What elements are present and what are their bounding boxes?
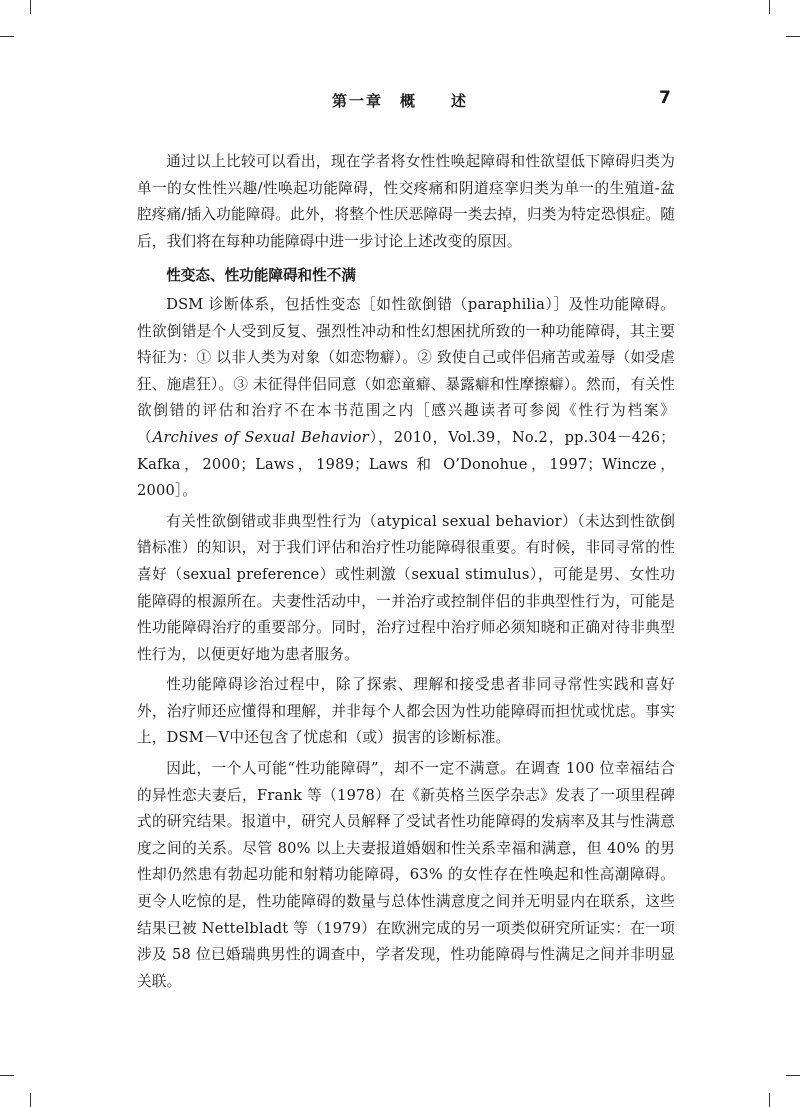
page-number: 7	[659, 88, 671, 108]
paragraph-3: 有关性欲倒错或非典型性行为（atypical sexual behavior）（未达到性欲倒错标准）的知识，对于我们评估和治疗性功能障碍很重要。有时候，非同寻常的性喜好（sexual preference）或性刺激（sexual stimulus），可能是男、女性功能障碍的根源所在。夫妻性活动中，一并治疗或控制伴侣的非典型性行为，可能是性功能障碍治疗的重要部分。同时，治疗过程中治疗师必须知晓和正确对待非典型性行为，以便更好地为患者服务。	[137, 512, 675, 663]
crop-mark-bottom-right-v	[769, 1093, 770, 1107]
text-body	[137, 149, 675, 995]
paragraph-2-text-a: DSM 诊断体系，包括性变态［如性欲倒错（paraphilia）］及性功能障碍。性欲倒错是个人受到反复、强烈性冲动和性幻想困扰所致的一种功能障碍，其主要特征为：① 以非人类为对象（如恋物癖）。② 致使自己或伴侣痛苦或羞辱（如受虐狂、施虐狂）。③ 未征得伴侣同意（如恋童癖、暴露癖和性摩擦癖）。然而，有关性欲倒错的评估和治疗不在本书范围之内［感兴趣读者可参阅《性行为档案》（	[137, 295, 675, 446]
paragraph-4: 性功能障碍诊治过程中，除了探索、理解和接受患者非同寻常性实践和喜好外，治疗师还应懂得和理解，并非每个人都会因为性功能障碍而担忧或忧虑。事实上，DSM－Ⅴ中还包含了忧虑和（或）损害的诊断标准。	[137, 676, 675, 747]
section-heading: 性变态、性功能障碍和性不满	[166, 267, 356, 285]
paragraph-1: 通过以上比较可以看出，现在学者将女性性唤起障碍和性欲望低下障碍归类为单一的女性性兴趣/性唤起功能障碍，性交疼痛和阴道痉挛归类为单一的生殖道-盆腔疼痛/插入功能障碍。此外，将整个性厌恶障碍一类去掉，归类为特定恐惧症。随后，我们将在每种功能障碍中进一步讨论上述改变的原因。	[137, 153, 675, 250]
crop-mark-bottom-right-h	[786, 1075, 800, 1076]
journal-title: Archives of Sexual Behavior	[152, 428, 369, 446]
running-head	[0, 90, 800, 114]
paragraph-5: 因此，一个人可能“性功能障碍”，却不一定不满意。在调查 100 位幸福结合的异性恋夫妻后，Frank 等（1978）在《新英格兰医学杂志》发表了一项里程碑式的研究结果。报道中，研究人员解释了受试者性功能障碍的发病率及其与性满意度之间的关系。尽管 80% 以上夫妻报道婚姻和性关系幸福和满意，但 40% 的男性却仍然患有勃起功能和射精功能障碍，63% 的女性存在性唤起和性高潮障碍。更令人吃惊的是，性功能障碍的数量与总体性满意度之间并无明显内在联系，这些结果已被 Nettelbladt 等（1979）在欧洲完成的另一项类似研究所证实：在一项涉及 58 位已婚瑞典男性的调查中，学者发现，性功能障碍与性满足之间并非明显关联。	[137, 760, 675, 990]
crop-mark-bottom-left-h	[0, 1075, 14, 1076]
crop-mark-bottom-left-v	[30, 1093, 31, 1107]
crop-mark-top-left-v	[30, 0, 31, 14]
chapter-title: 第一章 概 述	[331, 92, 468, 110]
crop-mark-top-left-h	[0, 36, 14, 37]
paragraph-2	[137, 292, 675, 505]
crop-mark-top-right-v	[769, 0, 770, 14]
crop-mark-top-right-h	[786, 36, 800, 37]
paragraph-2-text-b: ），2010，Vol.39，No.2，pp.304－426；Kafka，2000；Laws，1989；Laws 和 O’Donohue，1997；Wincze，2000］。	[137, 428, 675, 500]
